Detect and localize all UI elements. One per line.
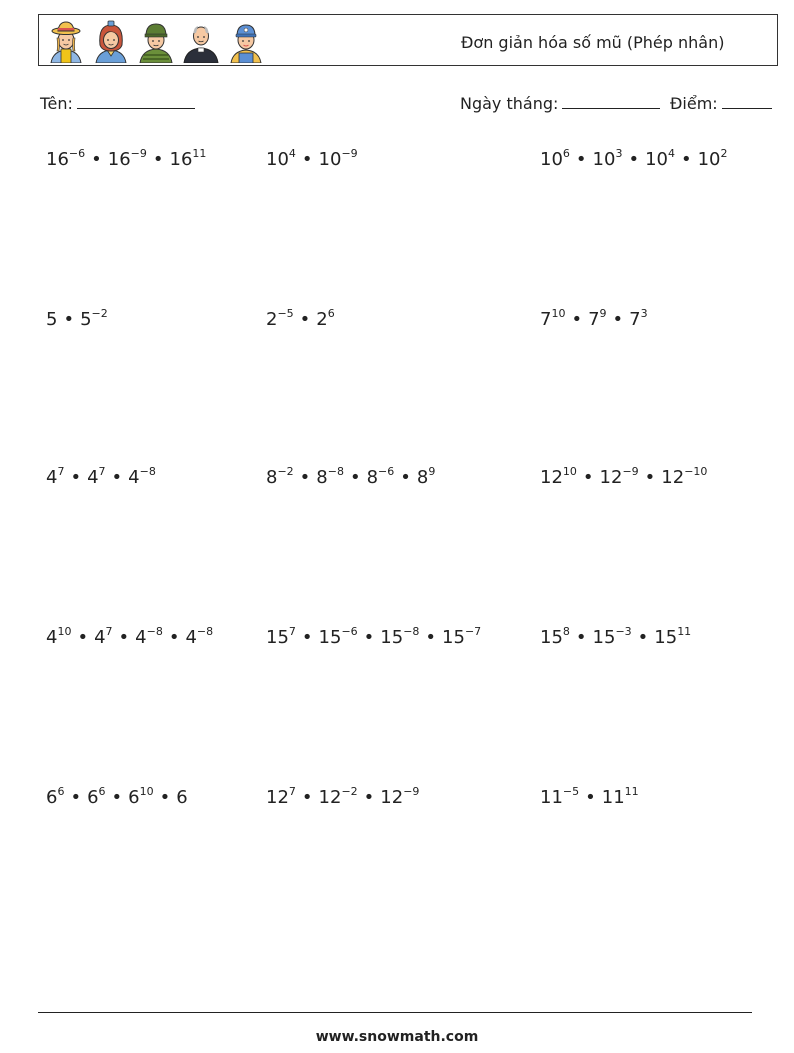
exponent: −9	[403, 785, 420, 798]
problem-13	[46, 786, 188, 808]
base: 8	[416, 467, 429, 488]
multiply-operator: •	[91, 149, 102, 170]
exponent: 9	[599, 307, 607, 320]
soldier-icon	[135, 19, 177, 63]
exponent: 11	[677, 625, 692, 638]
base: 2	[266, 309, 278, 330]
exponent: 11	[624, 785, 639, 798]
problem-6	[540, 308, 648, 330]
base: 12	[599, 467, 623, 488]
exponent: −9	[341, 147, 358, 160]
exponent: 4	[667, 147, 675, 160]
multiply-operator: •	[644, 467, 656, 488]
exponent: −7	[464, 625, 482, 638]
exponent: 10	[562, 465, 577, 478]
base: 16	[46, 149, 69, 170]
woman-icon	[90, 19, 132, 63]
multiply-operator: •	[152, 149, 164, 170]
base: 16	[107, 149, 131, 170]
base: 7	[629, 309, 641, 330]
farmer-girl-icon	[45, 19, 87, 63]
exponent: −8	[146, 625, 163, 638]
problem-12	[540, 626, 691, 648]
problem-11	[266, 626, 481, 648]
exponent: 8	[562, 625, 570, 638]
base: 15	[442, 627, 465, 648]
base: 11	[601, 787, 625, 808]
exponent: −6	[341, 625, 358, 638]
exponent: 4	[288, 147, 296, 160]
exponent: −3	[615, 625, 632, 638]
multiply-operator: •	[680, 149, 692, 170]
multiply-operator: •	[70, 787, 82, 808]
multiply-operator: •	[299, 309, 311, 330]
base: 4	[185, 627, 197, 648]
base: 15	[540, 627, 563, 648]
problem-9	[540, 466, 707, 488]
multiply-operator: •	[575, 627, 587, 648]
score-blank[interactable]	[722, 94, 772, 109]
exponent: 7	[57, 465, 65, 478]
multiply-operator: •	[70, 467, 82, 488]
exponent: 7	[288, 625, 296, 638]
base: 15	[266, 627, 289, 648]
base: 12	[540, 467, 563, 488]
problem-1	[46, 148, 206, 170]
base: 12	[266, 787, 289, 808]
base: 16	[169, 149, 193, 170]
multiply-operator: •	[63, 309, 75, 330]
footer-url[interactable]: www.snowmath.com	[315, 1029, 479, 1045]
multiply-operator: •	[111, 787, 123, 808]
exponent: −9	[622, 465, 639, 478]
name-field[interactable]	[40, 94, 195, 113]
multiply-operator: •	[299, 467, 311, 488]
worksheet-title: Đơn giản hóa số mũ (Phép nhân)	[461, 33, 725, 52]
avatar-strip	[45, 19, 267, 63]
base: 2	[316, 309, 328, 330]
exponent: −8	[327, 465, 344, 478]
worker-icon	[225, 19, 267, 63]
problem-5	[266, 308, 335, 330]
base: 7	[540, 309, 552, 330]
base: 10	[540, 149, 563, 170]
base: 5	[46, 309, 58, 330]
multiply-operator: •	[168, 627, 180, 648]
base: 15	[654, 627, 678, 648]
multiply-operator: •	[301, 787, 313, 808]
exponent: 6	[57, 785, 65, 798]
problem-8	[266, 466, 435, 488]
base: 4	[128, 467, 140, 488]
score-field[interactable]	[670, 94, 772, 113]
base: 8	[316, 467, 328, 488]
exponent: −2	[341, 785, 358, 798]
exponent: −8	[403, 625, 420, 638]
base: 15	[592, 627, 616, 648]
exponent: 7	[105, 625, 113, 638]
problem-4	[46, 308, 108, 330]
multiply-operator: •	[363, 787, 375, 808]
exponent: −9	[130, 147, 147, 160]
exponent: 7	[288, 785, 296, 798]
base: 7	[588, 309, 600, 330]
footer-divider	[38, 1012, 752, 1013]
exponent: 6	[562, 147, 570, 160]
multiply-operator: •	[301, 149, 313, 170]
multiply-operator: •	[159, 787, 171, 808]
base: 12	[318, 787, 342, 808]
base: 6	[176, 787, 188, 808]
priest-icon	[180, 19, 222, 63]
base: 10	[318, 149, 342, 170]
problem-2	[266, 148, 358, 170]
date-blank[interactable]	[562, 94, 660, 109]
base: 10	[266, 149, 289, 170]
problem-7	[46, 466, 156, 488]
base: 10	[592, 149, 616, 170]
multiply-operator: •	[77, 627, 89, 648]
base: 8	[366, 467, 379, 488]
exponent: 10	[57, 625, 72, 638]
name-label: Tên:	[40, 94, 73, 113]
exponent: −6	[68, 147, 86, 160]
base: 8	[266, 467, 278, 488]
exponent: −5	[277, 307, 294, 320]
multiply-operator: •	[301, 627, 313, 648]
exponent: −2	[91, 307, 108, 320]
base: 12	[380, 787, 404, 808]
problem-10	[46, 626, 213, 648]
multiply-operator: •	[585, 787, 596, 808]
problem-15	[540, 786, 639, 808]
base: 4	[135, 627, 147, 648]
exponent: 3	[615, 147, 623, 160]
base: 10	[697, 149, 721, 170]
exponent: 6	[98, 785, 106, 798]
exponent: 9	[428, 465, 436, 478]
header-box	[38, 14, 778, 66]
base: 4	[46, 627, 58, 648]
score-label: Điểm:	[670, 94, 718, 113]
exponent: −10	[684, 465, 708, 478]
exponent: 10	[139, 785, 154, 798]
exponent: 7	[98, 465, 106, 478]
problem-14	[266, 786, 419, 808]
multiply-operator: •	[628, 149, 640, 170]
base: 6	[128, 787, 140, 808]
problem-3	[540, 148, 728, 170]
date-field[interactable]	[460, 94, 660, 113]
multiply-operator: •	[349, 467, 361, 488]
name-blank[interactable]	[77, 94, 195, 109]
exponent: 11	[192, 147, 207, 160]
exponent: −5	[562, 785, 580, 798]
multiply-operator: •	[425, 627, 437, 648]
base: 4	[46, 467, 58, 488]
exponent: −6	[378, 465, 395, 478]
base: 11	[540, 787, 563, 808]
base: 6	[87, 787, 99, 808]
base: 12	[661, 467, 685, 488]
base: 15	[380, 627, 404, 648]
exponent: 3	[640, 307, 648, 320]
base: 4	[94, 627, 106, 648]
exponent: −8	[196, 625, 214, 638]
date-label: Ngày tháng:	[460, 94, 559, 113]
base: 6	[46, 787, 58, 808]
multiply-operator: •	[575, 149, 587, 170]
multiply-operator: •	[111, 467, 123, 488]
exponent: −2	[277, 465, 294, 478]
base: 15	[318, 627, 342, 648]
multiply-operator: •	[612, 309, 624, 330]
multiply-operator: •	[400, 467, 411, 488]
exponent: −8	[139, 465, 156, 478]
multiply-operator: •	[637, 627, 649, 648]
exponent: 10	[551, 307, 566, 320]
multiply-operator: •	[118, 627, 130, 648]
multiply-operator: •	[363, 627, 375, 648]
base: 10	[645, 149, 668, 170]
base: 5	[80, 309, 92, 330]
exponent: 6	[327, 307, 335, 320]
multiply-operator: •	[582, 467, 594, 488]
exponent: 2	[720, 147, 728, 160]
base: 4	[87, 467, 99, 488]
multiply-operator: •	[571, 309, 583, 330]
